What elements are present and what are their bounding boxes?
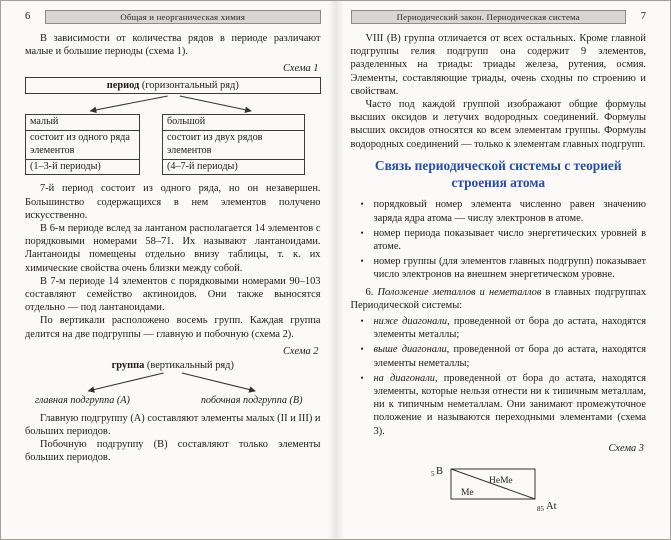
bullet-rest: проведенной от бора до астата, находятся элементы металлы; <box>373 315 646 341</box>
schema1-small-period-box <box>25 114 140 175</box>
arrow-to-big-period <box>180 96 251 111</box>
schema2-group-title <box>25 360 321 371</box>
bullet-rest: проведенной от бора до астата, находятся элементы неметаллы; <box>373 344 647 369</box>
schema2-arrows <box>25 371 321 395</box>
bullet-text <box>374 343 647 369</box>
bullet-text: номер периода показывает число энергетических уровней в атоме. <box>373 227 646 252</box>
schema1-diagram <box>25 77 321 175</box>
page-right <box>336 1 671 539</box>
arrow-to-small-period <box>90 96 167 111</box>
schema1-boxes-row <box>25 114 321 175</box>
running-title-left: Общая и неорганическая химия <box>45 10 321 24</box>
bullet-text: порядковый номер элемента численно равен значению заряда ядра атома — числу электронов в атоме. <box>373 199 646 224</box>
astatine-symbol: At <box>546 500 557 512</box>
bullet-lead: на диагонали, <box>373 372 438 384</box>
bullet-rest: проведенной от бора до астата, находятся элементы, которые нельзя отнести ни к типичным металлам, ни к типичным неметаллам. Они занимают промежуточное положение и называются переходными элементами (схема 3). <box>373 372 646 437</box>
paragraph-lanthanides: В 6-м периоде вслед за лантаном располагается 14 элементов с порядковыми номерами 58–71. Их называют лантаноидами. Лантаноиды помещены отдельно внизу таблицы, т. к. их химические свойства очень близки между собой. <box>25 223 321 274</box>
astatine-atomic-number: 85 <box>537 504 545 513</box>
schema3-diagram <box>413 457 583 515</box>
item-number: 6. <box>365 286 378 298</box>
bullet-list-diagonal <box>361 315 647 438</box>
schema1-period-box <box>25 77 321 94</box>
bullet-icon: • <box>360 227 364 238</box>
bullet-item <box>361 198 647 224</box>
section-title: Связь периодической системы с теорией строения атома <box>374 157 622 190</box>
main-subgroup-label: главная подгруппа (А) <box>35 394 130 406</box>
small-period-range: (1–3-й периоды) <box>26 159 139 175</box>
schema2-subgroup-labels <box>25 395 321 406</box>
paragraph-group8: VIII (В) группа отличается от всех остальных. Кроме главной подгруппы гелия подгрупп она содержит 9 элементов, разделенных на триады: триады железа, рутения, осмия. Элементы, составляющие триады, очень сходны по строению и свойствам. <box>350 33 646 97</box>
arrow-to-main-subgroup <box>88 373 163 391</box>
bullet-text: номер группы (для элементов главных подгрупп) показывает число электронов на внешнем энергетическом уровне. <box>373 256 646 281</box>
boron-atomic-number: 5 <box>431 469 435 478</box>
bullet-item <box>361 315 647 341</box>
page-number-left: 6 <box>25 11 31 22</box>
arrow-to-side-subgroup <box>182 373 255 391</box>
schema1-arrows <box>25 94 321 114</box>
bullet-item <box>361 227 647 253</box>
running-head-right <box>351 10 647 24</box>
paragraph-groups: По вертикали расположено восемь групп. Каждая группа делится на две подгруппы — главную и побочную (схема 2). <box>25 315 321 340</box>
bullet-item <box>361 372 647 438</box>
small-period-desc: состоит из одного ряда элементов <box>26 130 139 159</box>
bullet-icon: • <box>360 344 364 355</box>
page-left <box>1 1 336 539</box>
bullet-text <box>374 315 647 341</box>
paragraph-main-subgroup: Главную подгруппу (А) составляют элементы малых (II и III) и больших периодов. <box>25 412 321 438</box>
paragraph-actinides: В 7-м периоде 14 элементов с порядковыми номерами 90–103 составляют семейство актиноидов. Они также выносятся отдельно — под лантаноидами. <box>25 275 321 314</box>
schema2-label: Схема 2 <box>282 345 319 357</box>
bullet-item <box>361 343 647 369</box>
nonmetals-label: НеМе <box>489 475 513 486</box>
schema3-label: Схема 3 <box>608 442 644 454</box>
bullet-item <box>361 255 647 281</box>
paragraph-period7: 7-й период состоит из одного ряда, но он незавершен. Большинство содержащихся в нем элементов получено искусственно. <box>25 183 321 221</box>
schema1-period-term: период <box>106 80 140 92</box>
bullet-lead: выше диагонали, <box>373 344 450 356</box>
paragraph-metals-position <box>351 286 647 312</box>
schema1-period-desc: (горизонтальный ряд) <box>139 80 239 92</box>
bullet-icon: • <box>360 199 364 210</box>
metals-label: Ме <box>461 487 474 498</box>
bullet-icon: • <box>360 256 364 267</box>
schema2-group-desc: (вертикальный ряд) <box>144 359 234 371</box>
big-period-range: (4–7-й периоды) <box>163 159 304 175</box>
metals-term: Положение металлов и неметаллов <box>377 286 542 298</box>
schema2-diagram <box>25 360 321 406</box>
schema2-group-term: группа <box>111 359 145 371</box>
boron-symbol: B <box>436 465 444 477</box>
paragraph-intro: В зависимости от количества рядов в периоде различают малые и большие периоды (схема 1). <box>25 33 321 58</box>
paragraph-formulas: Часто под каждой группой изображают общие формулы высших оксидов и летучих водородных соединений. Формулы высших оксидов относятся ко всем элементам группы. Формулы водородных соединений — только к элементам главных подгрупп. <box>350 99 646 150</box>
side-subgroup-label: побочная подгруппа (В) <box>200 394 303 406</box>
small-period-name: малый <box>30 116 59 128</box>
bullet-text <box>374 372 647 438</box>
metals-rest: в главных подгруппах Периодической системы: <box>350 286 647 311</box>
bullet-list-atom-theory <box>361 198 647 281</box>
running-title-right: Периодический закон. Периодическая система <box>351 10 627 24</box>
schema1-big-period-box <box>162 114 305 175</box>
big-period-name: большой <box>166 116 206 128</box>
schema1-label: Схема 1 <box>282 63 319 75</box>
paragraph-side-subgroup: Побочную подгруппу (В) составляют только элементы больших периодов. <box>25 439 321 464</box>
bullet-lead: ниже диагонали, <box>373 315 450 327</box>
running-head-left <box>25 10 321 24</box>
bullet-icon: • <box>360 315 364 326</box>
bullet-icon: • <box>360 372 364 383</box>
schema3-wrap <box>351 457 647 520</box>
page-number-right: 7 <box>640 11 646 22</box>
big-period-desc: состоит из двух рядов элементов <box>163 130 304 159</box>
